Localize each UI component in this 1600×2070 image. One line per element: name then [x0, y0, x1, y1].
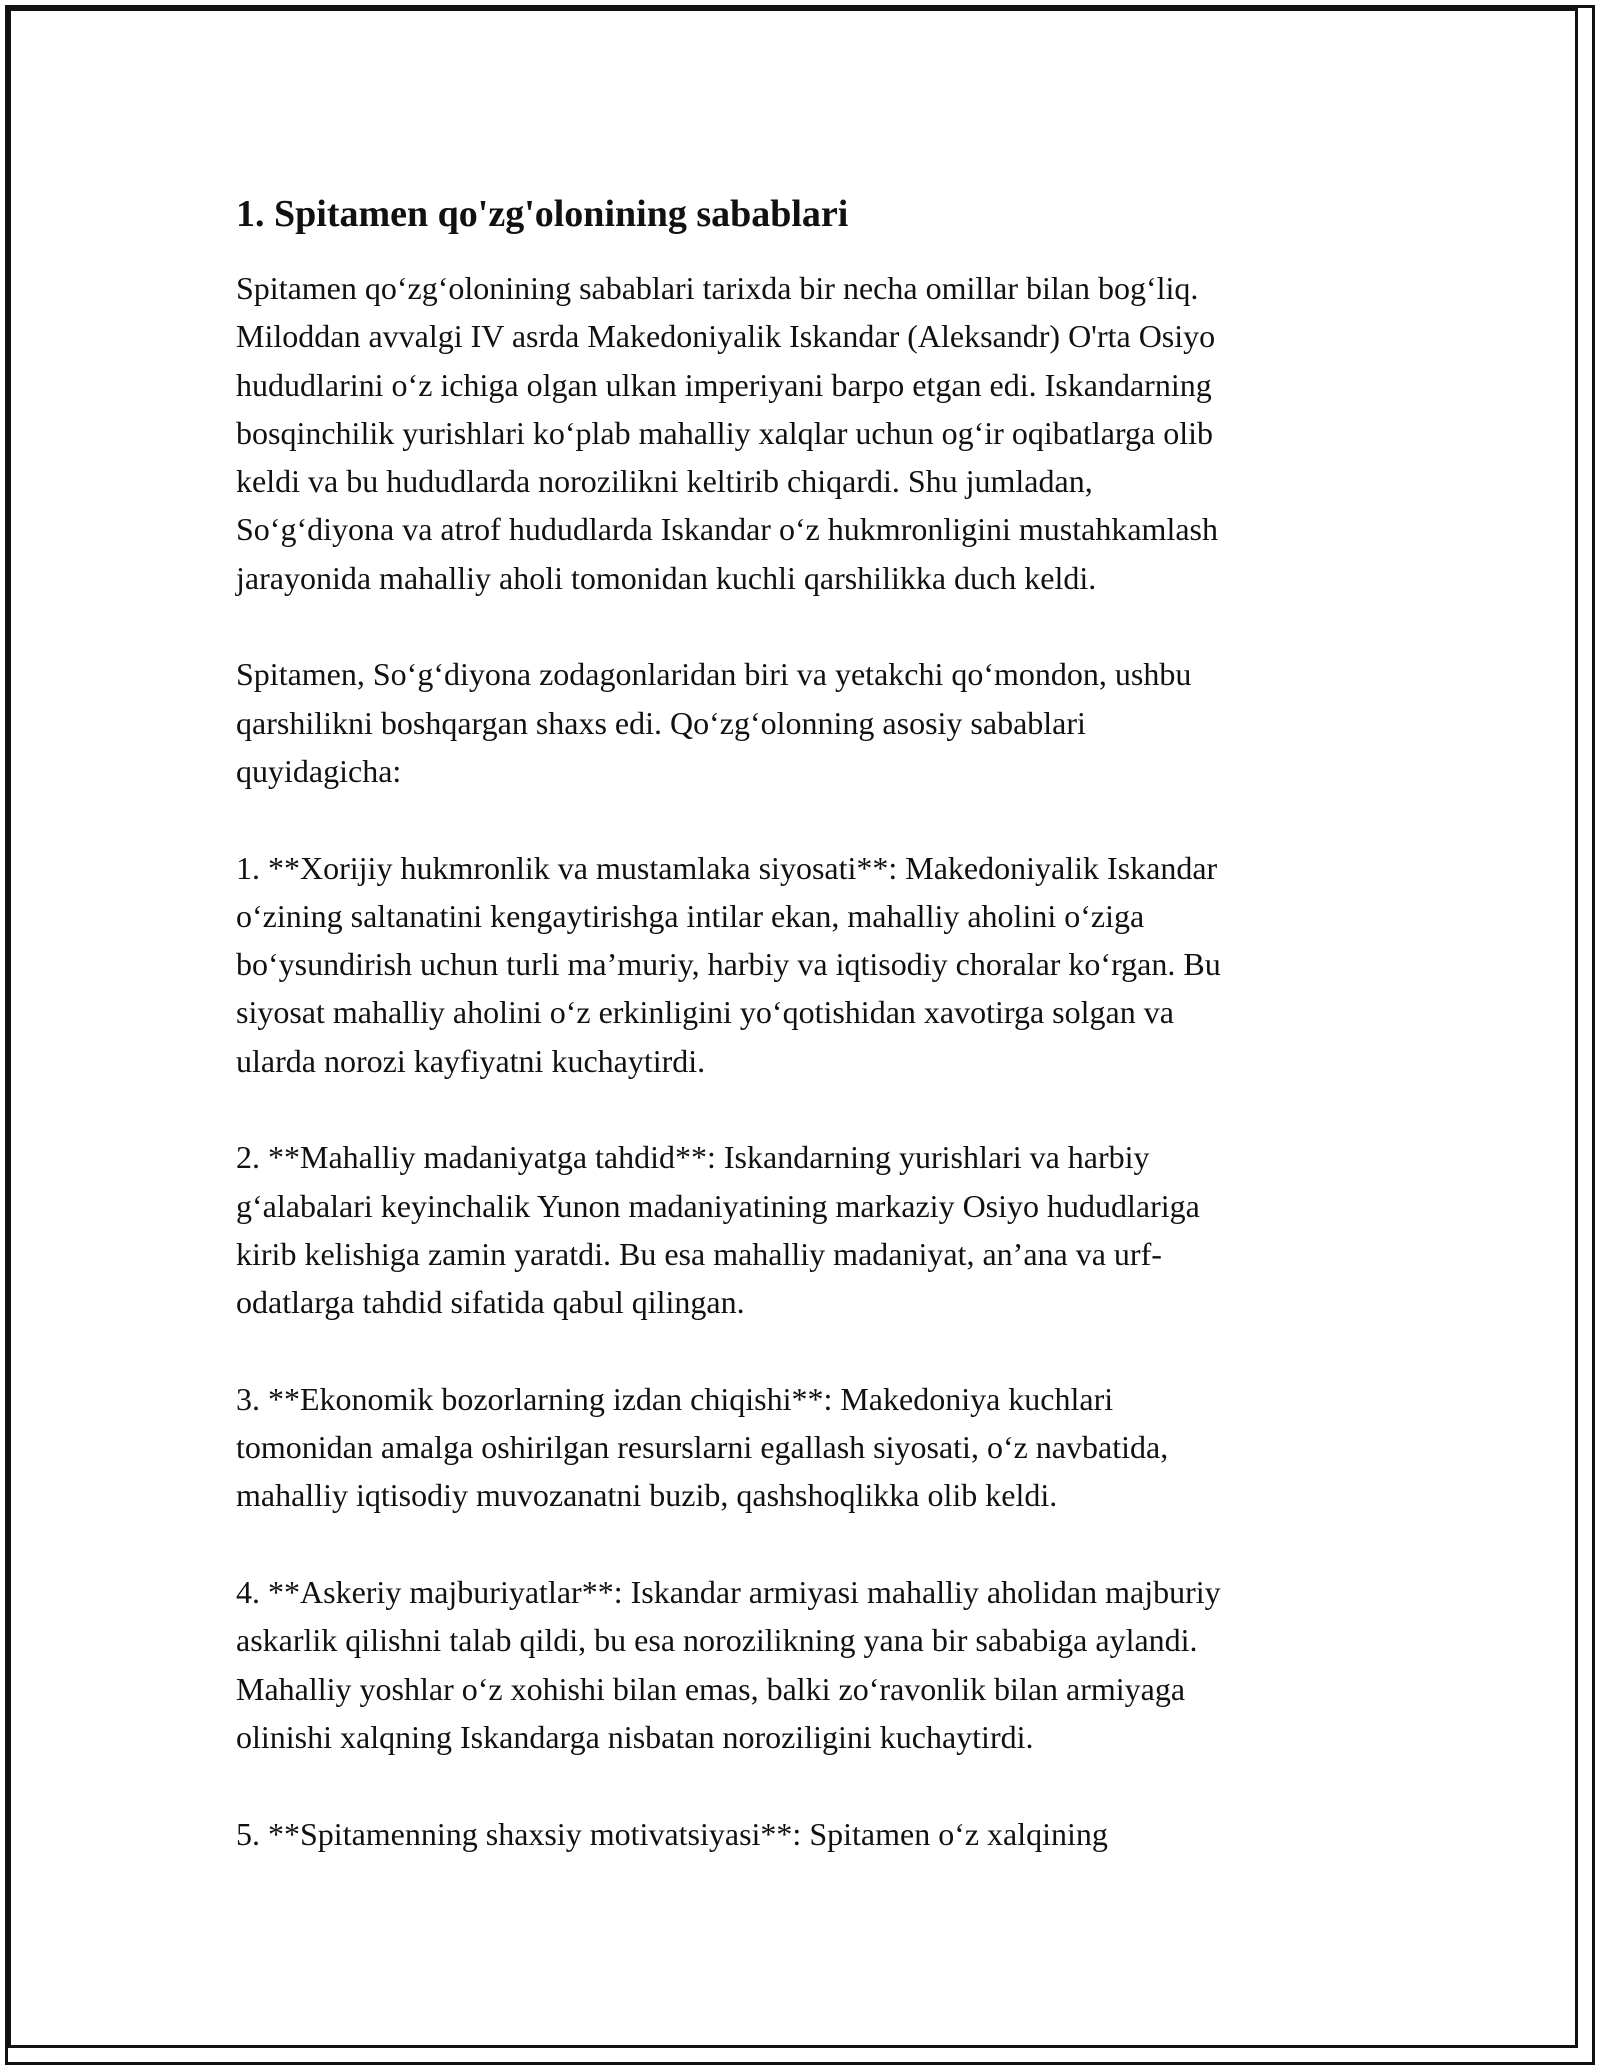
spitamen-paragraph: Spitamen, So‘g‘diyona zodagonlaridan biri va yetakchi qo‘mondon, ushbu qarshilikni boshqargan shaxs edi. Qo‘zg‘olonning asosiy sabablari quyidagicha:	[236, 656, 1192, 789]
paragraph-spacer	[236, 795, 1376, 843]
paragraph-spacer	[236, 1327, 1376, 1375]
intro-paragraph: Spitamen qo‘zg‘olonining sabablari tarixda bir necha omillar bilan bog‘liq. Miloddan avvalgi IV asrda Makedoniyalik Iskandar (Aleksandr) O'rta Osiyo hududlarini o‘z ichiga olgan ulkan imperiyani barpo etgan edi. Iskandarning bosqinchilik yurishlari ko‘plab mahalliy xalqlar uchun og‘ir oqibatlarga olib keldi va bu hududlarda norozilikni keltirib chiqardi. Shu jumladan, So‘g‘diyona va atrof hududlarda Iskandar o‘z hukmronligini mustahkamlash jarayonida mahalliy aholi tomonidan kuchli qarshilikka duch keldi.	[236, 270, 1218, 596]
document-body	[236, 188, 1376, 1858]
paragraph-spacer	[236, 1761, 1376, 1809]
list-item-2: 2. **Mahalliy madaniyatga tahdid**: Iskandarning yurishlari va harbiy g‘alabalari keyinchalik Yunon madaniyatining markaziy Osiyo hududlariga kirib kelishiga zamin yaratdi. Bu esa mahalliy madaniyat, an’ana va urf- odatlarga tahdid sifatida qabul qilingan.	[236, 1139, 1200, 1321]
list-item-1: 1. **Xorijiy hukmronlik va mustamlaka siyosati**: Makedoniyalik Iskandar o‘zining saltanatini kengaytirishga intilar ekan, mahalliy aholini o‘ziga bo‘ysundirish uchun turli ma’muriy, harbiy va iqtisodiy choralar ko‘rgan. Bu siyosat mahalliy aholini o‘z erkinligini yo‘qotishidan xavotirga solgan va ularda norozi kayfiyatni kuchaytirdi.	[236, 849, 1221, 1079]
paragraph-spacer	[236, 1520, 1376, 1568]
paragraph-spacer	[236, 1085, 1376, 1133]
list-item-5: 5. **Spitamenning shaxsiy motivatsiyasi**: Spitamen o‘z xalqining	[236, 1815, 1108, 1852]
list-item-4: 4. **Askeriy majburiyatlar**: Iskandar armiyasi mahalliy aholidan majburiy askarlik qilishni talab qildi, bu esa norozilikning yana bir sababiga aylandi. Mahalliy yoshlar o‘z xohishi bilan emas, balki zo‘ravonlik bilan armiyaga olinishi xalqning Iskandarga nisbatan noroziligini kuchaytirdi.	[236, 1574, 1221, 1755]
document-title: 1. Spitamen qo'zg'olonining sabablari	[236, 193, 849, 235]
paragraph-spacer	[236, 602, 1376, 650]
list-item-3: 3. **Ekonomik bozorlarning izdan chiqishi**: Makedoniya kuchlari tomonidan amalga oshirilgan resurslarni egallash siyosati, o‘z navbatida, mahalliy iqtisodiy muvozanatni buzib, qashshoqlikka olib keldi.	[236, 1380, 1169, 1514]
